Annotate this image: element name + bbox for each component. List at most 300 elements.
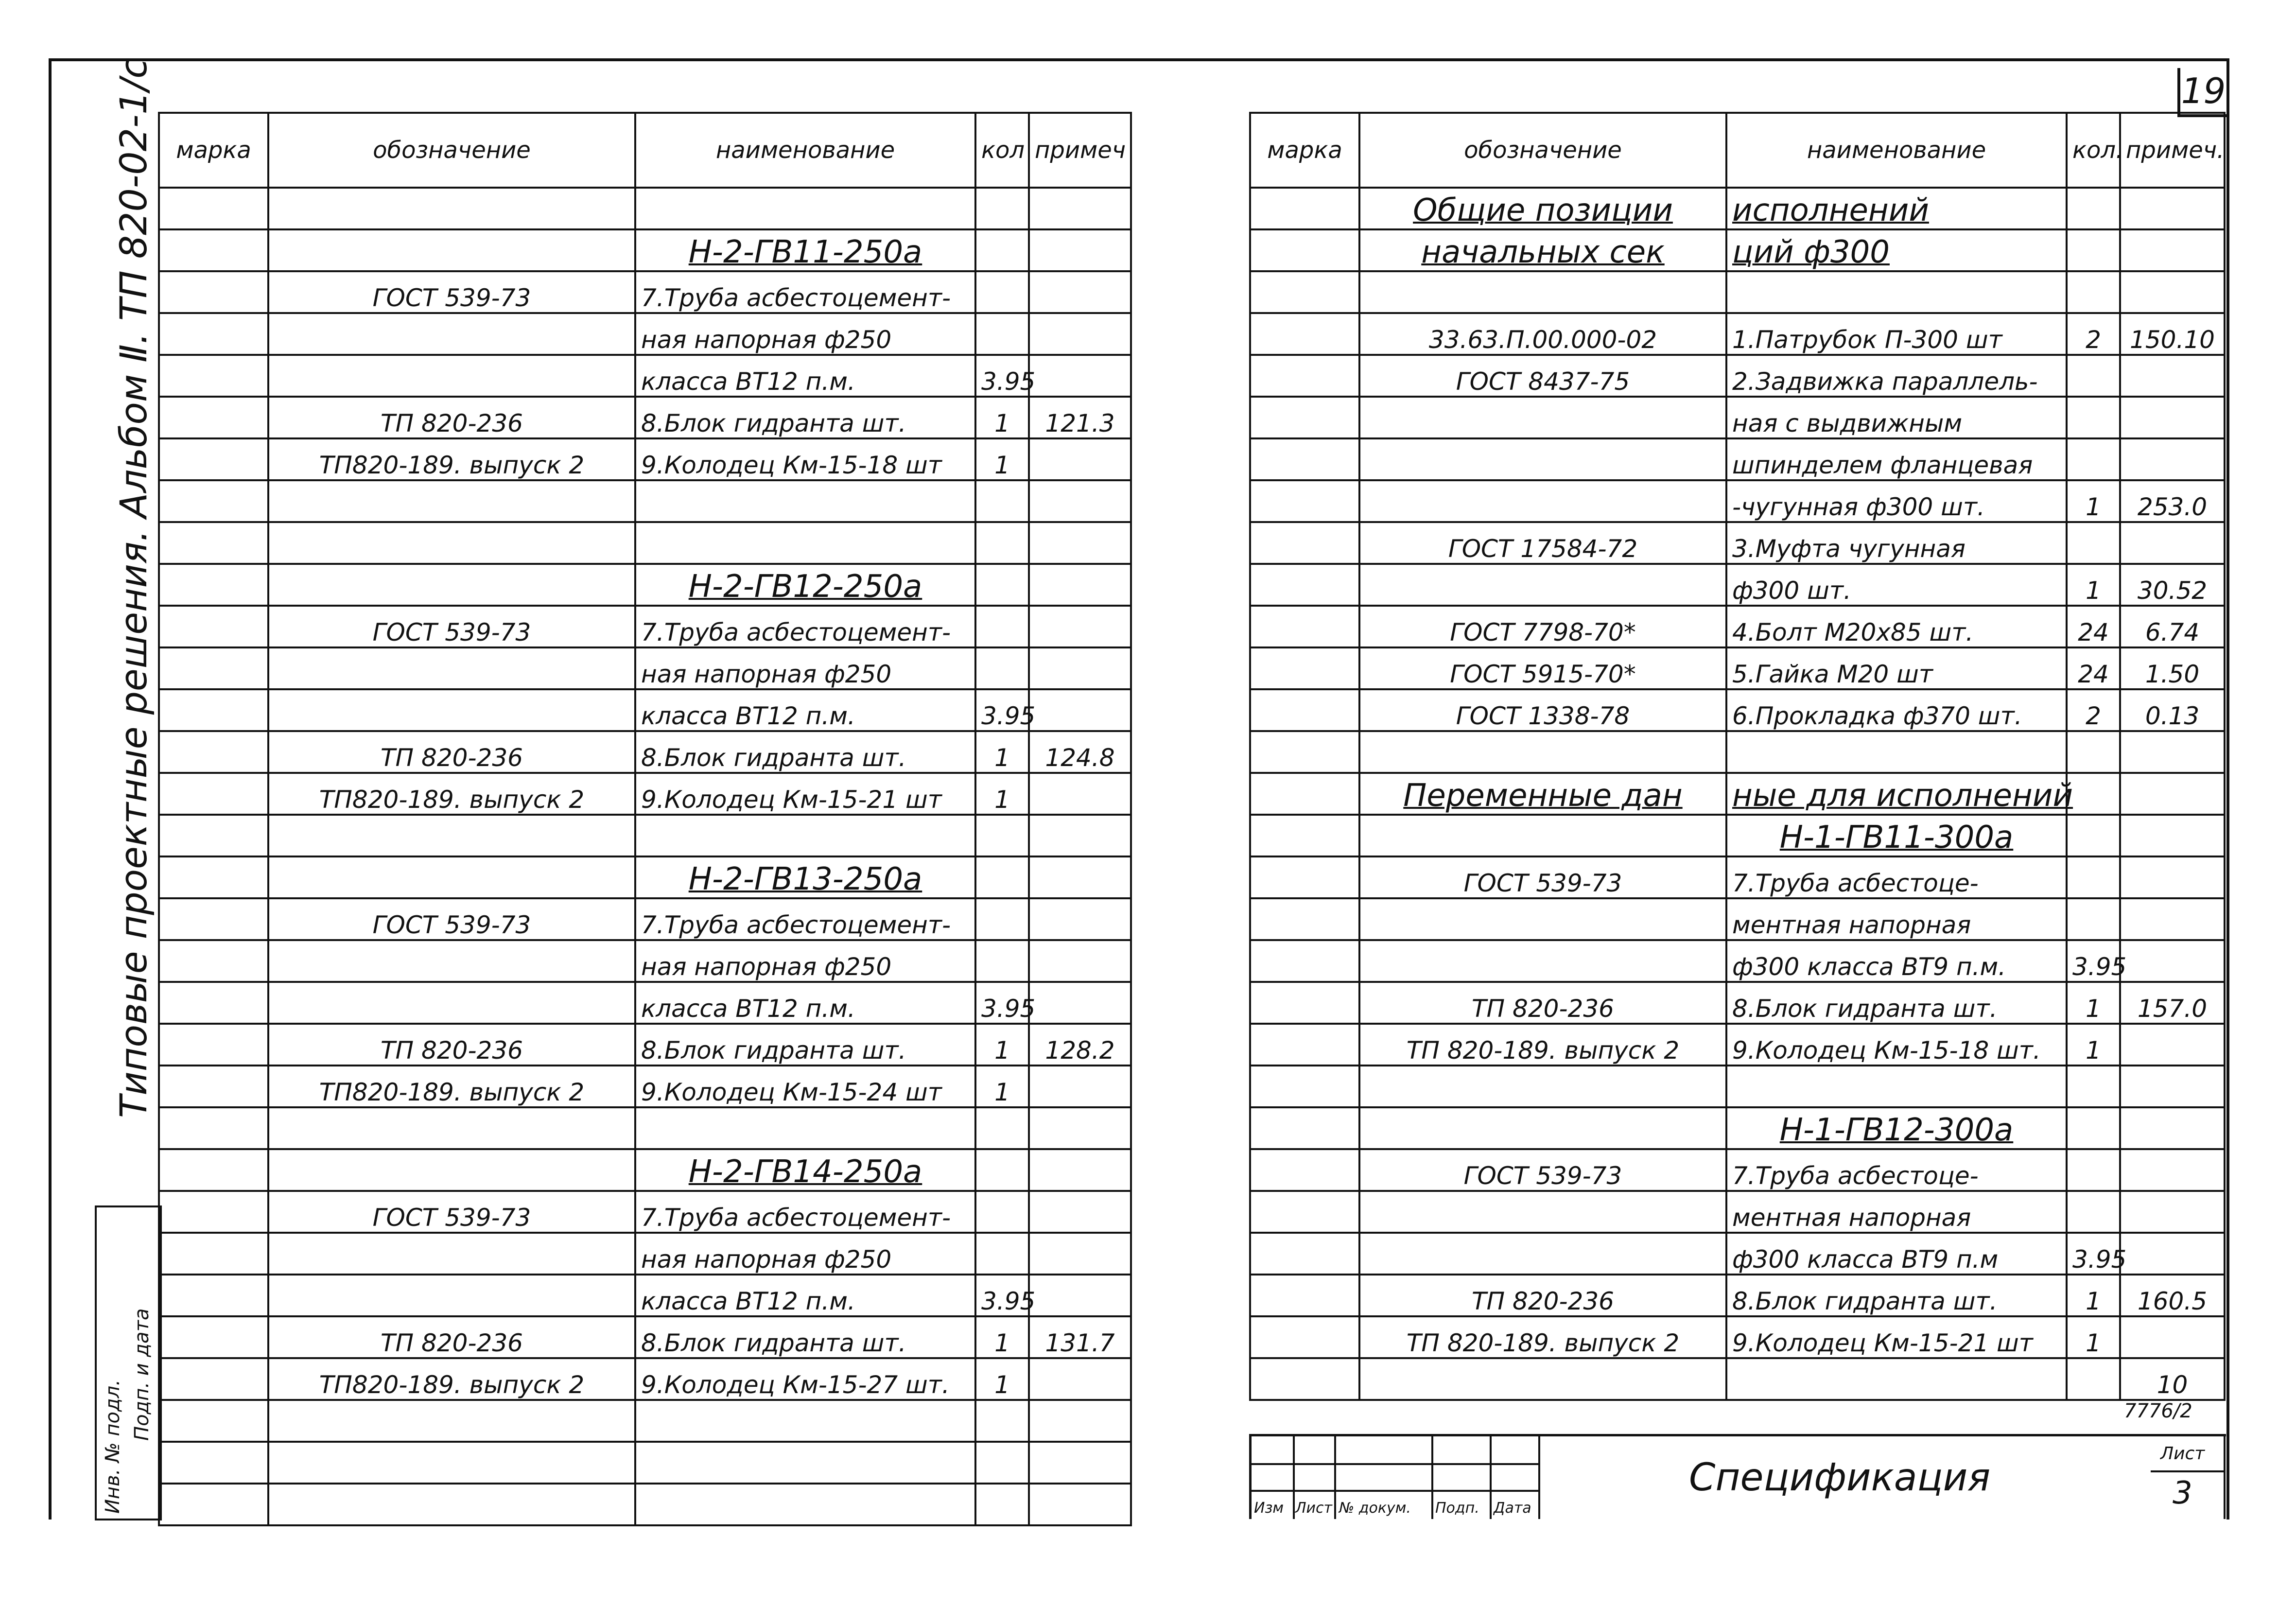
tb-label-izm: Изм bbox=[1254, 1500, 1284, 1517]
right-table-cell-kol: 1 bbox=[2067, 1024, 2120, 1066]
right-table-cell-kol bbox=[2067, 355, 2120, 397]
right-table-cell-naim bbox=[1726, 731, 2067, 773]
left-table-cell-kol bbox=[975, 1191, 1029, 1233]
right-table-cell-kol bbox=[2067, 898, 2120, 940]
inv-code: 7776/2 bbox=[2124, 1400, 2192, 1422]
left-table-cell-kol bbox=[975, 940, 1029, 982]
right-table-cell-oboz bbox=[1359, 898, 1726, 940]
right-table-row bbox=[1250, 773, 2225, 815]
right-table-cell-oboz: ТП 820-236 bbox=[1359, 982, 1726, 1024]
left-table-cell-kol bbox=[975, 1442, 1029, 1484]
left-table-cell-prim bbox=[1029, 689, 1131, 731]
left-table-cell-naim bbox=[635, 1442, 975, 1484]
right-table-cell-kol bbox=[2067, 1066, 2120, 1107]
left-table-row bbox=[159, 731, 1131, 773]
right-table-cell-marka bbox=[1250, 313, 1359, 355]
left-table-cell-naim: 8.Блок гидранта шт. bbox=[635, 397, 975, 438]
left-table-cell-naim: класса ВТ12 п.м. bbox=[635, 982, 975, 1024]
left-table-cell-oboz: ГОСТ 539-73 bbox=[268, 271, 635, 313]
left-table-cell-oboz bbox=[268, 1107, 635, 1149]
left-table-cell-naim: класса ВТ12 п.м. bbox=[635, 689, 975, 731]
left-table-cell-marka bbox=[159, 188, 268, 229]
left-table-cell-kol bbox=[975, 1149, 1029, 1191]
left-table-cell-prim bbox=[1029, 438, 1131, 480]
left-table-cell-marka bbox=[159, 647, 268, 689]
right-table-cell-oboz: ГОСТ 539-73 bbox=[1359, 1149, 1726, 1191]
left-table-cell-marka bbox=[159, 1191, 268, 1233]
left-table-row bbox=[159, 898, 1131, 940]
right-table-cell-naim: 8.Блок гидранта шт. bbox=[1726, 982, 2067, 1024]
right-table-cell-prim bbox=[2120, 1233, 2225, 1275]
title-block bbox=[1249, 1434, 2226, 1519]
right-table-cell-prim bbox=[2120, 940, 2225, 982]
right-table-cell-naim: 9.Колодец Км-15-18 шт. bbox=[1726, 1024, 2067, 1066]
right-table-row bbox=[1250, 815, 2225, 856]
left-table-row bbox=[159, 689, 1131, 731]
stamp-box bbox=[95, 1205, 162, 1520]
right-table-cell-oboz bbox=[1359, 1191, 1726, 1233]
right-table-cell-naim: -чугунная ф300 шт. bbox=[1726, 480, 2067, 522]
right-table-row bbox=[1250, 856, 2225, 898]
left-table-cell-marka bbox=[159, 522, 268, 564]
right-table-cell-marka bbox=[1250, 1316, 1359, 1358]
right-table-cell-kol: 1 bbox=[2067, 1275, 2120, 1316]
right-table-cell-naim: 7.Труба асбестоце- bbox=[1726, 1149, 2067, 1191]
left-table-cell-prim bbox=[1029, 271, 1131, 313]
right-table-cell-marka bbox=[1250, 188, 1359, 229]
left-table-cell-naim: Н-2-ГВ11-250а bbox=[635, 229, 975, 271]
left-table-cell-oboz bbox=[268, 1442, 635, 1484]
left-spec-table bbox=[158, 112, 1132, 1526]
right-table-cell-kol bbox=[2067, 188, 2120, 229]
left-table-cell-naim: 7.Труба асбестоцемент- bbox=[635, 1191, 975, 1233]
right-table-cell-marka bbox=[1250, 397, 1359, 438]
right-table-row bbox=[1250, 564, 2225, 606]
left-table-cell-kol: 1 bbox=[975, 1358, 1029, 1400]
left-table-cell-kol bbox=[975, 647, 1029, 689]
right-table-cell-kol bbox=[2067, 731, 2120, 773]
right-table-cell-oboz bbox=[1359, 940, 1726, 982]
right-table-cell-marka bbox=[1250, 731, 1359, 773]
left-table-cell-oboz: ТП820-189. выпуск 2 bbox=[268, 438, 635, 480]
left-table-cell-kol: 1 bbox=[975, 773, 1029, 815]
right-table-cell-prim bbox=[2120, 1066, 2225, 1107]
left-table-cell-naim: 8.Блок гидранта шт. bbox=[635, 1024, 975, 1066]
right-table-cell-kol: 1 bbox=[2067, 480, 2120, 522]
right-table-cell-oboz bbox=[1359, 480, 1726, 522]
left-table-row bbox=[159, 940, 1131, 982]
left-table-cell-oboz bbox=[268, 647, 635, 689]
right-table-cell-oboz: ТП 820-189. выпуск 2 bbox=[1359, 1024, 1726, 1066]
left-table-cell-marka bbox=[159, 1400, 268, 1442]
right-table-row bbox=[1250, 731, 2225, 773]
left-table-cell-marka bbox=[159, 1024, 268, 1066]
left-table-row bbox=[159, 522, 1131, 564]
right-table-cell-marka bbox=[1250, 1107, 1359, 1149]
right-table-row bbox=[1250, 313, 2225, 355]
left-table-cell-prim bbox=[1029, 564, 1131, 606]
left-table-cell-prim bbox=[1029, 1275, 1131, 1316]
left-table-cell-prim bbox=[1029, 188, 1131, 229]
left-table-cell-naim: 8.Блок гидранта шт. bbox=[635, 1316, 975, 1358]
left-table-cell-marka bbox=[159, 438, 268, 480]
left-table-cell-marka bbox=[159, 1107, 268, 1149]
left-table-row bbox=[159, 856, 1131, 898]
left-table-cell-naim: 9.Колодец Км-15-27 шт. bbox=[635, 1358, 975, 1400]
right-table-cell-naim: Н-1-ГВ11-300а bbox=[1726, 815, 2067, 856]
right-table-row bbox=[1250, 982, 2225, 1024]
left-table-cell-marka bbox=[159, 1316, 268, 1358]
right-table-cell-marka bbox=[1250, 1149, 1359, 1191]
right-table-cell-naim: ная с выдвижным bbox=[1726, 397, 2067, 438]
right-table-cell-oboz: ГОСТ 539-73 bbox=[1359, 856, 1726, 898]
left-table-cell-naim: 9.Колодец Км-15-21 шт bbox=[635, 773, 975, 815]
right-table-cell-naim: 3.Муфта чугунная bbox=[1726, 522, 2067, 564]
left-table-cell-marka bbox=[159, 355, 268, 397]
left-table-cell-oboz: ТП 820-236 bbox=[268, 1316, 635, 1358]
left-table-cell-oboz: ТП 820-236 bbox=[268, 731, 635, 773]
right-table-cell-naim bbox=[1726, 1066, 2067, 1107]
left-table-cell-naim: 7.Труба асбестоцемент- bbox=[635, 606, 975, 647]
left-table-header-cell: марка bbox=[159, 113, 268, 188]
left-table-cell-kol: 1 bbox=[975, 731, 1029, 773]
right-table-cell-oboz: Переменные дан bbox=[1359, 773, 1726, 815]
left-table-header-row bbox=[159, 113, 1131, 188]
right-table-cell-oboz: ТП 820-189. выпуск 2 bbox=[1359, 1316, 1726, 1358]
left-table-cell-prim bbox=[1029, 982, 1131, 1024]
left-table-cell-prim bbox=[1029, 1442, 1131, 1484]
right-table-cell-marka bbox=[1250, 438, 1359, 480]
right-table-cell-prim bbox=[2120, 815, 2225, 856]
left-table-cell-oboz bbox=[268, 313, 635, 355]
left-table-cell-oboz: ГОСТ 539-73 bbox=[268, 606, 635, 647]
right-table-cell-kol bbox=[2067, 271, 2120, 313]
right-table-cell-naim bbox=[1726, 271, 2067, 313]
left-table-cell-marka bbox=[159, 689, 268, 731]
left-table-cell-kol bbox=[975, 480, 1029, 522]
right-table-row bbox=[1250, 647, 2225, 689]
right-table-cell-prim: 253.0 bbox=[2120, 480, 2225, 522]
sheet-number: 19 bbox=[2177, 68, 2226, 117]
left-table-cell-kol: 1 bbox=[975, 397, 1029, 438]
right-table-header-row bbox=[1250, 113, 2225, 188]
right-table-cell-kol bbox=[2067, 1107, 2120, 1149]
left-table-header-cell: обозначение bbox=[268, 113, 635, 188]
right-table-cell-prim: 1.50 bbox=[2120, 647, 2225, 689]
left-table-cell-kol: 3.95 bbox=[975, 1275, 1029, 1316]
right-table-cell-kol bbox=[2067, 1149, 2120, 1191]
left-table-cell-prim bbox=[1029, 355, 1131, 397]
right-table-cell-prim: 30.52 bbox=[2120, 564, 2225, 606]
right-table-cell-oboz: ГОСТ 1338-78 bbox=[1359, 689, 1726, 731]
left-table-cell-marka bbox=[159, 1484, 268, 1525]
right-table-cell-oboz: ГОСТ 5915-70* bbox=[1359, 647, 1726, 689]
left-table-cell-oboz: ТП 820-236 bbox=[268, 1024, 635, 1066]
left-table-cell-marka bbox=[159, 564, 268, 606]
right-table-cell-naim: 9.Колодец Км-15-21 шт bbox=[1726, 1316, 2067, 1358]
left-table-cell-oboz: ТП820-189. выпуск 2 bbox=[268, 1358, 635, 1400]
left-table-cell-marka bbox=[159, 815, 268, 856]
right-table-cell-oboz: начальных сек bbox=[1359, 229, 1726, 271]
left-table-cell-oboz: ГОСТ 539-73 bbox=[268, 898, 635, 940]
left-table-cell-kol bbox=[975, 1400, 1029, 1442]
right-table-cell-kol: 2 bbox=[2067, 689, 2120, 731]
right-table-cell-kol: 3.95 bbox=[2067, 1233, 2120, 1275]
left-table-cell-kol bbox=[975, 271, 1029, 313]
right-table-cell-prim bbox=[2120, 1191, 2225, 1233]
right-table-cell-prim: 6.74 bbox=[2120, 606, 2225, 647]
left-table-cell-oboz bbox=[268, 815, 635, 856]
right-table-row bbox=[1250, 898, 2225, 940]
right-table-header-cell: кол. bbox=[2067, 113, 2120, 188]
left-table-cell-kol bbox=[975, 1107, 1029, 1149]
right-table-row bbox=[1250, 355, 2225, 397]
right-table-cell-kol bbox=[2067, 856, 2120, 898]
right-table-cell-naim: 2.Задвижка параллель- bbox=[1726, 355, 2067, 397]
left-table-cell-prim bbox=[1029, 1400, 1131, 1442]
right-table-cell-marka bbox=[1250, 355, 1359, 397]
left-table-cell-prim bbox=[1029, 1107, 1131, 1149]
right-table-cell-naim: Н-1-ГВ12-300а bbox=[1726, 1107, 2067, 1149]
right-table-cell-prim bbox=[2120, 438, 2225, 480]
left-table-cell-marka bbox=[159, 606, 268, 647]
right-table-cell-naim: ций ф300 bbox=[1726, 229, 2067, 271]
tb-label-sign: Подп. bbox=[1435, 1500, 1479, 1517]
right-table-cell-naim: ф300 класса ВТ9 п.м bbox=[1726, 1233, 2067, 1275]
right-table-cell-kol bbox=[2067, 1358, 2120, 1400]
right-table-cell-marka bbox=[1250, 898, 1359, 940]
left-table-row bbox=[159, 773, 1131, 815]
right-table-cell-naim: 7.Труба асбестоце- bbox=[1726, 856, 2067, 898]
right-table-cell-prim: 160.5 bbox=[2120, 1275, 2225, 1316]
right-table-cell-prim: 157.0 bbox=[2120, 982, 2225, 1024]
left-table-cell-prim: 131.7 bbox=[1029, 1316, 1131, 1358]
document-title: Спецификация bbox=[1689, 1456, 1991, 1500]
right-table-cell-kol bbox=[2067, 438, 2120, 480]
right-table-cell-oboz: ГОСТ 17584-72 bbox=[1359, 522, 1726, 564]
right-table-cell-marka bbox=[1250, 982, 1359, 1024]
right-table-cell-naim: 1.Патрубок П-300 шт bbox=[1726, 313, 2067, 355]
left-table-cell-prim bbox=[1029, 229, 1131, 271]
left-table-row bbox=[159, 1149, 1131, 1191]
left-table-cell-marka bbox=[159, 982, 268, 1024]
right-table-cell-marka bbox=[1250, 1358, 1359, 1400]
right-table-cell-oboz bbox=[1359, 1107, 1726, 1149]
right-table-cell-prim bbox=[2120, 397, 2225, 438]
left-table-cell-marka bbox=[159, 731, 268, 773]
left-table-header-cell: кол bbox=[975, 113, 1029, 188]
right-table-cell-kol: 3.95 bbox=[2067, 940, 2120, 982]
left-table-cell-oboz bbox=[268, 1233, 635, 1275]
right-table-cell-prim bbox=[2120, 731, 2225, 773]
right-table-cell-kol bbox=[2067, 522, 2120, 564]
right-table-cell-marka bbox=[1250, 689, 1359, 731]
left-table-cell-marka bbox=[159, 856, 268, 898]
left-table-cell-prim bbox=[1029, 1484, 1131, 1525]
right-table-cell-prim: 150.10 bbox=[2120, 313, 2225, 355]
side-title: Типовые проектные решения. Альбом Ⅱ. ТП 820-02-1/с bbox=[112, 58, 155, 1118]
left-table-row bbox=[159, 1442, 1131, 1484]
right-table-row bbox=[1250, 1149, 2225, 1191]
left-table-cell-kol: 3.95 bbox=[975, 982, 1029, 1024]
right-table-cell-marka bbox=[1250, 522, 1359, 564]
right-table-cell-marka bbox=[1250, 271, 1359, 313]
right-table-cell-marka bbox=[1250, 480, 1359, 522]
tb-sheet-label: Лист bbox=[2160, 1444, 2205, 1464]
right-table-row bbox=[1250, 1024, 2225, 1066]
left-table-cell-oboz bbox=[268, 355, 635, 397]
tb-label-list: Лист bbox=[1295, 1500, 1333, 1517]
left-table-row bbox=[159, 564, 1131, 606]
left-table-cell-prim bbox=[1029, 940, 1131, 982]
left-table-cell-oboz bbox=[268, 1275, 635, 1316]
right-table-header-cell: наименование bbox=[1726, 113, 2067, 188]
left-table-cell-prim bbox=[1029, 856, 1131, 898]
left-table-row bbox=[159, 1400, 1131, 1442]
left-table-cell-naim: Н-2-ГВ14-250а bbox=[635, 1149, 975, 1191]
left-table-row bbox=[159, 1024, 1131, 1066]
right-table-row bbox=[1250, 397, 2225, 438]
right-table-cell-marka bbox=[1250, 856, 1359, 898]
left-table-cell-kol bbox=[975, 229, 1029, 271]
right-table-cell-prim bbox=[2120, 1316, 2225, 1358]
left-table-cell-naim: 9.Колодец Км-15-24 шт bbox=[635, 1066, 975, 1107]
right-table-cell-naim bbox=[1726, 1358, 2067, 1400]
right-table-header-cell: марка bbox=[1250, 113, 1359, 188]
right-table-cell-marka bbox=[1250, 940, 1359, 982]
right-table-cell-naim: 8.Блок гидранта шт. bbox=[1726, 1275, 2067, 1316]
left-table-cell-marka bbox=[159, 271, 268, 313]
left-table-row bbox=[159, 1358, 1131, 1400]
left-table-cell-kol bbox=[975, 898, 1029, 940]
left-table-cell-naim: ная напорная ф250 bbox=[635, 313, 975, 355]
left-table-row bbox=[159, 438, 1131, 480]
right-table-cell-marka bbox=[1250, 1191, 1359, 1233]
right-table-row bbox=[1250, 438, 2225, 480]
left-table-cell-marka bbox=[159, 898, 268, 940]
left-table-cell-naim bbox=[635, 1107, 975, 1149]
left-table-cell-naim bbox=[635, 480, 975, 522]
left-table-cell-kol: 3.95 bbox=[975, 355, 1029, 397]
right-table-cell-oboz bbox=[1359, 731, 1726, 773]
left-table-cell-kol bbox=[975, 564, 1029, 606]
right-table-cell-prim bbox=[2120, 1024, 2225, 1066]
right-table-cell-prim bbox=[2120, 898, 2225, 940]
left-table-cell-kol bbox=[975, 1233, 1029, 1275]
right-table-header-cell: примеч. bbox=[2120, 113, 2225, 188]
left-table-row bbox=[159, 606, 1131, 647]
right-table-cell-kol: 2 bbox=[2067, 313, 2120, 355]
left-table-cell-oboz bbox=[268, 188, 635, 229]
left-table-cell-prim bbox=[1029, 773, 1131, 815]
right-table-cell-prim bbox=[2120, 271, 2225, 313]
left-table-cell-prim bbox=[1029, 313, 1131, 355]
right-table-cell-kol: 24 bbox=[2067, 606, 2120, 647]
left-table-cell-kol: 1 bbox=[975, 438, 1029, 480]
right-table-cell-naim: ные для исполнений bbox=[1726, 773, 2067, 815]
left-table-row bbox=[159, 229, 1131, 271]
right-table-cell-kol: 1 bbox=[2067, 982, 2120, 1024]
right-table-cell-marka bbox=[1250, 1275, 1359, 1316]
left-table-cell-marka bbox=[159, 1358, 268, 1400]
left-table-cell-prim bbox=[1029, 1233, 1131, 1275]
left-table-cell-marka bbox=[159, 1066, 268, 1107]
right-table-row bbox=[1250, 1275, 2225, 1316]
right-table-row bbox=[1250, 480, 2225, 522]
right-table-row bbox=[1250, 689, 2225, 731]
left-table-row bbox=[159, 1107, 1131, 1149]
right-table-cell-naim: ф300 класса ВТ9 п.м. bbox=[1726, 940, 2067, 982]
left-table-row bbox=[159, 1484, 1131, 1525]
right-table-cell-oboz: Общие позиции bbox=[1359, 188, 1726, 229]
right-table-cell-naim: 6.Прокладка ф370 шт. bbox=[1726, 689, 2067, 731]
right-table-row bbox=[1250, 1358, 2225, 1400]
left-table-cell-oboz: ТП 820-236 bbox=[268, 397, 635, 438]
right-table-cell-oboz bbox=[1359, 564, 1726, 606]
left-table-cell-kol bbox=[975, 188, 1029, 229]
right-table-cell-kol: 24 bbox=[2067, 647, 2120, 689]
left-table-cell-oboz bbox=[268, 1484, 635, 1525]
right-table-cell-oboz bbox=[1359, 1233, 1726, 1275]
right-table-row bbox=[1250, 1066, 2225, 1107]
left-table-cell-oboz bbox=[268, 689, 635, 731]
left-table-cell-marka bbox=[159, 313, 268, 355]
right-table-cell-marka bbox=[1250, 1024, 1359, 1066]
right-table-cell-prim: 10 bbox=[2120, 1358, 2225, 1400]
right-table-cell-marka bbox=[1250, 647, 1359, 689]
left-table-row bbox=[159, 271, 1131, 313]
right-table-cell-oboz bbox=[1359, 271, 1726, 313]
right-table-cell-naim: исполнений bbox=[1726, 188, 2067, 229]
left-table-cell-oboz bbox=[268, 522, 635, 564]
left-table-cell-naim: Н-2-ГВ12-250а bbox=[635, 564, 975, 606]
right-table-cell-kol: 1 bbox=[2067, 1316, 2120, 1358]
left-table-cell-kol bbox=[975, 606, 1029, 647]
left-table-cell-prim bbox=[1029, 1191, 1131, 1233]
left-table-cell-oboz: ТП820-189. выпуск 2 bbox=[268, 773, 635, 815]
stamp-label-inv: Инв. № подл. bbox=[102, 1380, 124, 1514]
left-table-cell-prim bbox=[1029, 815, 1131, 856]
right-table-row bbox=[1250, 522, 2225, 564]
left-table-row bbox=[159, 1191, 1131, 1233]
tb-label-date: Дата bbox=[1494, 1500, 1531, 1517]
left-table-cell-oboz bbox=[268, 564, 635, 606]
right-table-row bbox=[1250, 1107, 2225, 1149]
left-table-cell-naim bbox=[635, 815, 975, 856]
left-table-cell-kol bbox=[975, 856, 1029, 898]
left-table-header-cell: примеч bbox=[1029, 113, 1131, 188]
left-table-cell-prim: 128.2 bbox=[1029, 1024, 1131, 1066]
right-table-cell-marka bbox=[1250, 1233, 1359, 1275]
right-table-cell-prim: 0.13 bbox=[2120, 689, 2225, 731]
right-table-cell-oboz: ГОСТ 8437-75 bbox=[1359, 355, 1726, 397]
left-table-cell-kol bbox=[975, 522, 1029, 564]
left-table-cell-prim bbox=[1029, 1066, 1131, 1107]
left-table-cell-kol: 1 bbox=[975, 1066, 1029, 1107]
left-table-cell-prim bbox=[1029, 647, 1131, 689]
left-table-cell-oboz bbox=[268, 229, 635, 271]
left-table-cell-prim bbox=[1029, 522, 1131, 564]
right-table-cell-naim: шпинделем фланцевая bbox=[1726, 438, 2067, 480]
left-table-cell-marka bbox=[159, 1442, 268, 1484]
right-table-row bbox=[1250, 188, 2225, 229]
right-table-cell-prim bbox=[2120, 856, 2225, 898]
left-table-cell-prim: 121.3 bbox=[1029, 397, 1131, 438]
right-table-cell-oboz bbox=[1359, 815, 1726, 856]
left-table-cell-prim bbox=[1029, 480, 1131, 522]
right-table-cell-naim: ментная напорная bbox=[1726, 898, 2067, 940]
right-table-cell-marka bbox=[1250, 606, 1359, 647]
